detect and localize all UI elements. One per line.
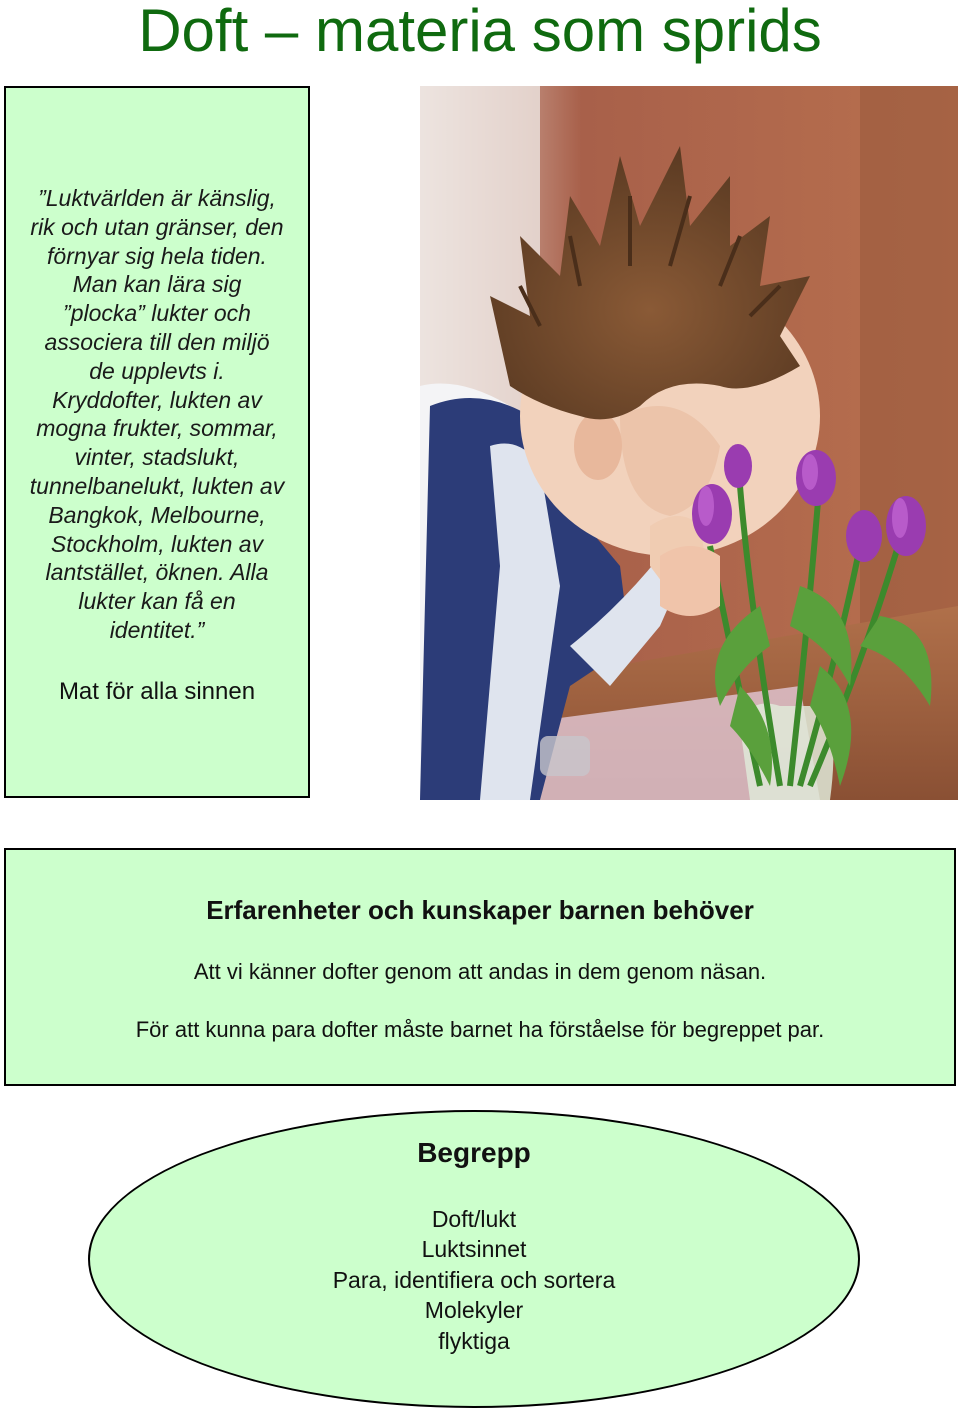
concept-item: Molekyler [424,1297,524,1324]
quote-box [4,86,310,798]
quote-line: associera till den miljö [44,328,270,355]
quote-line: Stockholm, lukten av [50,530,264,557]
quote-line: lantstället, öknen. Alla [45,559,269,586]
experience-line: Att vi känner dofter genom att andas in dem genom näsan. [193,959,767,984]
concepts-heading: Begrepp [417,1137,531,1168]
quote-line: Bangkok, Melbourne, [48,501,266,528]
quote-line: rik och utan gränser, den [30,213,284,240]
quote-line: Kryddofter, lukten av [52,386,262,413]
concepts-ellipse [88,1110,860,1408]
quote-line: förnyar sig hela tiden. [47,242,267,269]
quote-line: mogna frukter, sommar, [36,415,278,442]
concepts-list [90,1204,858,1356]
concept-item: flyktiga [438,1327,510,1354]
quote-line: tunnelbanelukt, lukten av [29,472,285,499]
quote-footer: Mat för alla sinnen [58,678,256,705]
page-title: Doft – materia som sprids [138,0,822,64]
experience-box [4,848,956,1086]
concept-item: Para, identifiera och sortera [332,1266,616,1293]
quote-line: ”plocka” lukter och [63,300,251,327]
quote-line: vinter, stadslukt, [74,444,240,471]
quote-line: de upplevts i. [89,357,225,384]
photo-child-smelling-tulips [420,86,958,800]
quote-text [16,184,298,645]
concept-item: Luktsinnet [421,1236,527,1263]
experience-heading: Erfarenheter och kunskaper barnen behöver [206,895,754,925]
concept-item: Doft/lukt [431,1206,517,1232]
experience-line: För att kunna para dofter måste barnet ha förståelse för begreppet par. [135,1017,825,1042]
quote-line: lukter kan få en [78,588,236,615]
quote-line: Man kan lära sig [72,271,242,298]
quote-line: identitet.” [109,616,205,643]
quote-line: ”Luktvärlden är känslig, [38,185,276,211]
